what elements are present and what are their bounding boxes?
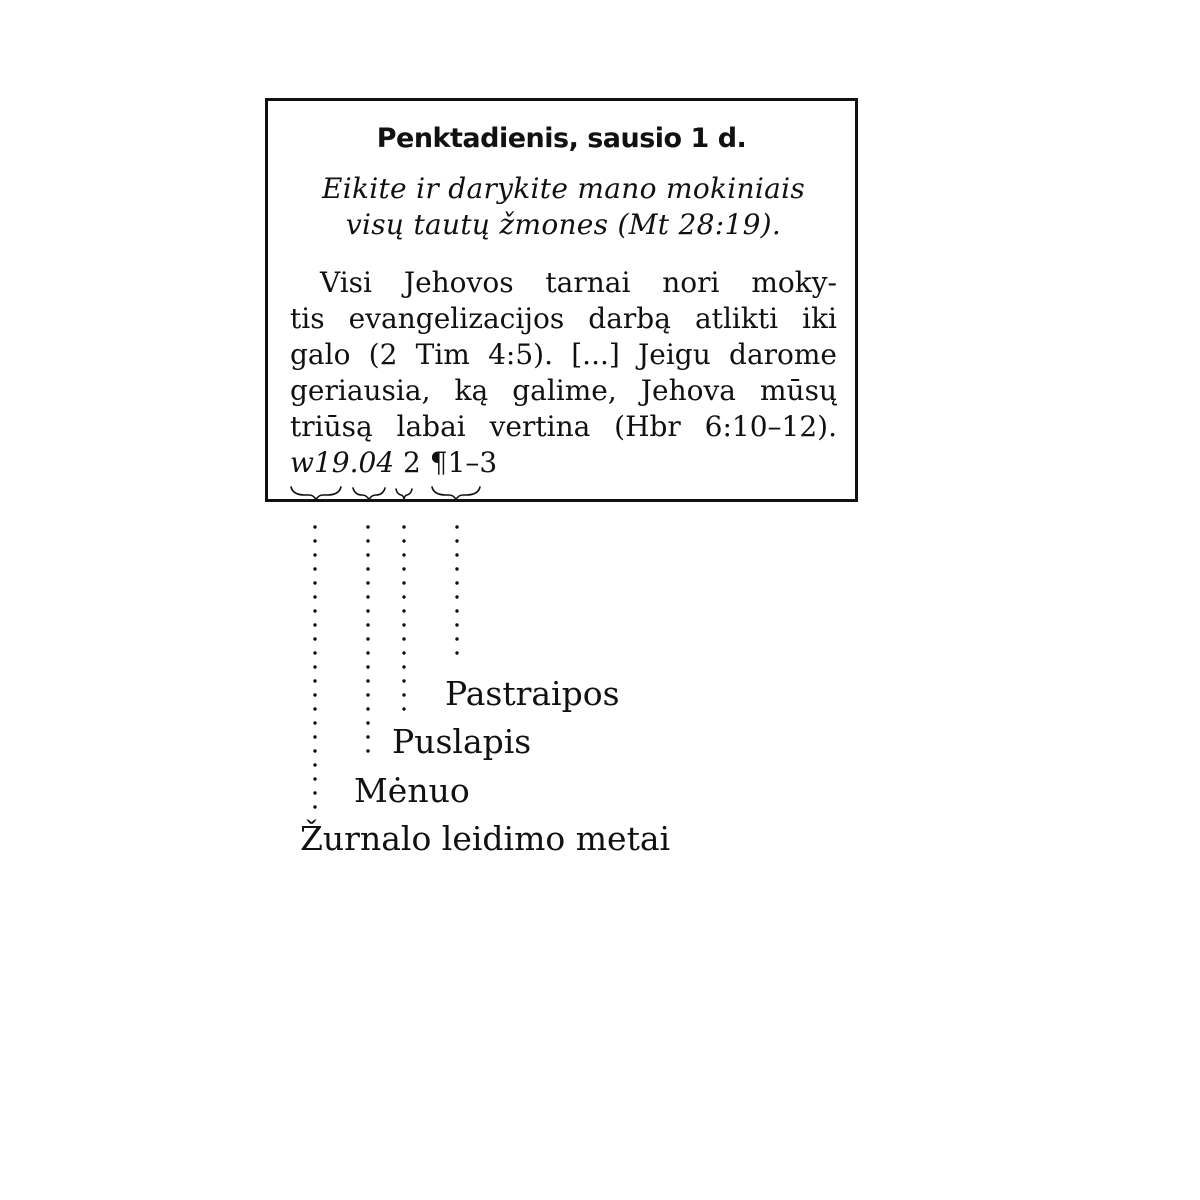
brace-month	[353, 488, 385, 500]
body-line: Visi Jehovos tarnai nori moky-	[320, 266, 837, 299]
verse-line: Eikite ir darykite mano mokiniais	[321, 172, 805, 205]
date-heading: Penktadienis, sausio 1 d.	[376, 123, 747, 154]
brace-page	[396, 489, 412, 499]
citation-journal-year: w19	[290, 446, 350, 479]
body-line: triūsą labai vertina (Hbr 6:10–12).	[290, 410, 837, 443]
citation-page: 2	[403, 446, 421, 479]
body-line: galo (2 Tim 4:5). [...] Jeigu darome	[290, 338, 837, 371]
brace-paragraphs	[432, 487, 480, 500]
label-month: Mėnuo	[354, 771, 470, 810]
body-line: tis evangelizacijos darbą atlikti iki	[290, 302, 837, 335]
citation-paragraphs: ¶1–3	[429, 446, 498, 479]
label-paragraphs: Pastraipos	[445, 674, 620, 713]
label-page: Puslapis	[392, 722, 532, 761]
body-line: geriausia, ką galime, Jehova mūsų	[290, 374, 837, 407]
citation-month: .04	[349, 446, 395, 479]
verse-line: visų tautų žmones (Mt 28:19).	[345, 208, 782, 241]
label-journal-year: Žurnalo leidimo metai	[300, 819, 671, 858]
brace-journal-year	[291, 487, 341, 500]
